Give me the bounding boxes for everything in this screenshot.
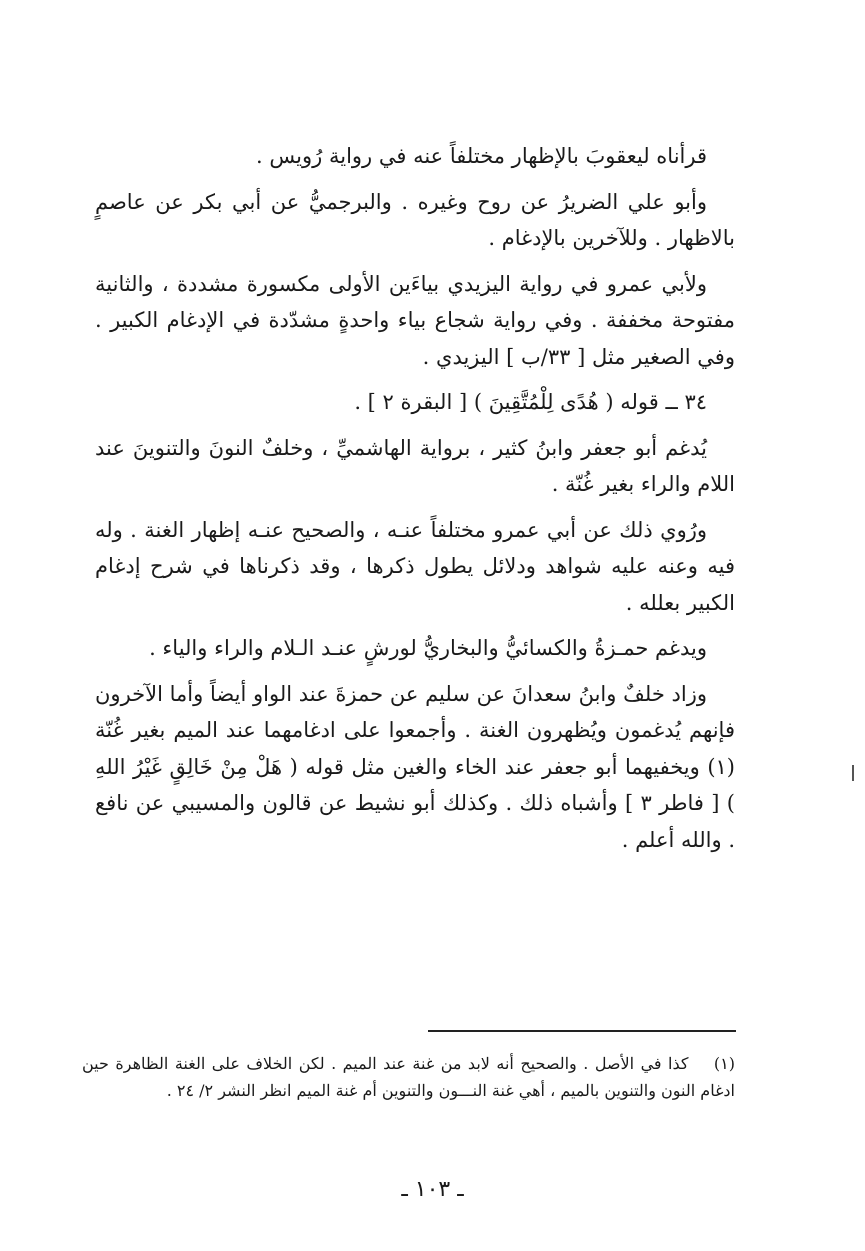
margin-mark xyxy=(852,765,854,781)
main-text-block xyxy=(95,138,735,858)
footnote xyxy=(82,1050,735,1104)
paragraph-1 xyxy=(95,138,735,175)
paragraph-7-text: ويدغم حمـزةُ والكسائيُّ والبخاريُّ لورشٍ عنـد الـلام والراء والياء . xyxy=(149,636,707,660)
paragraph-3-text: ولأبي عمرو في رواية اليزيدي بياءَين الأولى مكسورة مشددة ، والثانية مفتوحة مخففة . وفي رواية شجاع بياء واحدةٍ مشدّدة في الإدغام الكبير . وفي الصغير مثل [ ٣٣/ب ] اليزيدي . xyxy=(95,271,735,369)
paragraph-5-text: يُدغم أبو جعفر وابنُ كثير ، برواية الهاشميِّ ، وخلفٌ النونَ والتنوينَ عند اللام والراء بغير غُنّة . xyxy=(95,435,735,496)
paragraph-6 xyxy=(95,512,735,622)
paragraph-3 xyxy=(95,266,735,376)
paragraph-7 xyxy=(95,630,735,667)
footnote-text: كذا في الأصل . والصحيح أنه لابد من غنة عند الميم . لكن الخلاف على الغنة الظاهرة حين ادغام النون والتنوين بالميم ، أهي غنة النـــون والتنوين أم غنة الميم انظر النشر ٢/ ٢٤ . xyxy=(82,1054,735,1100)
footnote-divider xyxy=(428,1030,736,1032)
paragraph-1-text: قرأناه ليعقوبَ بالإظهار مختلفاً عنه في رواية رُويس . xyxy=(256,144,707,168)
paragraph-8-text: وزاد خلفٌ وابنُ سعدانَ عن سليم عن حمزةَ عند الواو أيضاً وأما الآخرون فإنهم يُدغمون ويُظهرون الغنة . وأجمعوا على ادغامهما عند الميم بغير غُنّة (١) ويخفيهما أبو جعفر عند الخاء والغين مثل قوله ( هَلْ مِنْ خَالِقٍ غَيْرُ اللهِ ) [ فاطر ٣ ] وأشباه ذلك . وكذلك أبو نشيط عن قالون والمسيبي عن نافع . والله أعلم . xyxy=(95,681,735,852)
page-number: ـ ١٠٣ ـ xyxy=(401,1177,464,1202)
paragraph-4-heading xyxy=(95,384,735,421)
paragraph-2-text: وأبو علي الضريرُ عن روح وغيره . والبرجميُّ عن أبي بكر عن عاصمٍ بالاظهار . وللآخرين بالإدغام . xyxy=(95,189,735,250)
paragraph-4-text: ٣٤ ــ قوله ( هُدًى لِلْمُتَّقِينَ ) [ البقرة ٢ ] . xyxy=(354,390,707,414)
paragraph-8 xyxy=(95,676,735,859)
paragraph-6-text: ورُوي ذلك عن أبي عمرو مختلفاً عنـه ، والصحيح عنـه إظهار الغنة . وله فيه وعنه عليه شواهد ودلائل يطول ذكرها ، وقد ذكرناها في شرح إدغام الكبير بعلله . xyxy=(95,517,735,615)
footnote-number: (١) xyxy=(713,1054,736,1073)
paragraph-2 xyxy=(95,184,735,257)
paragraph-5 xyxy=(95,430,735,503)
